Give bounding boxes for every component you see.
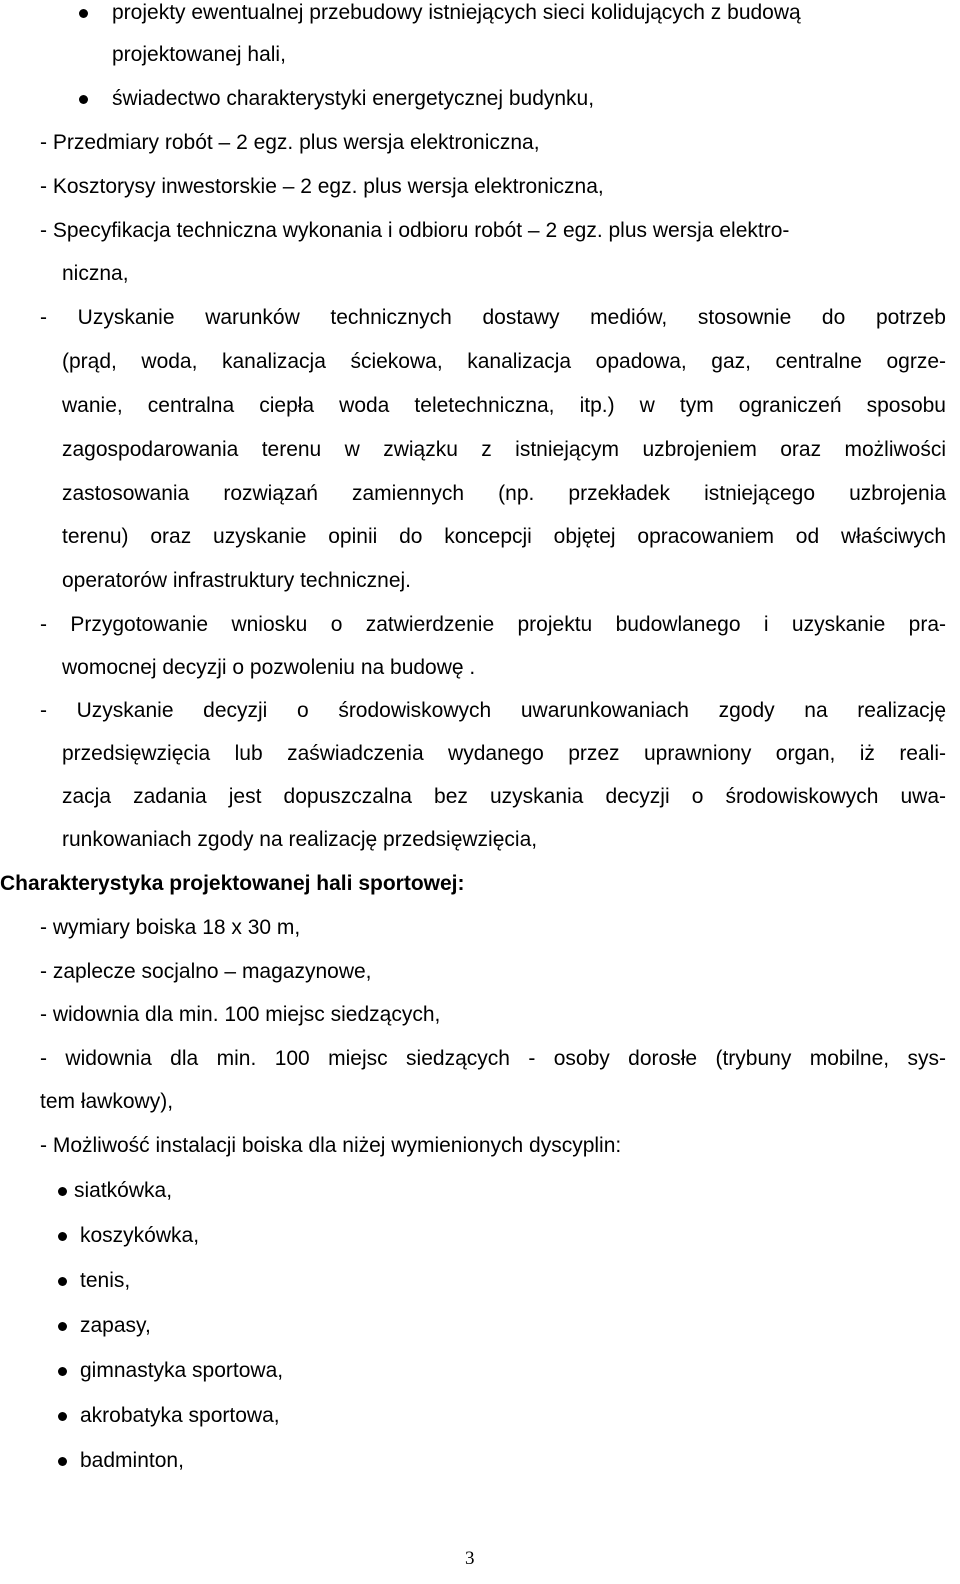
discipline-item: tenis, xyxy=(80,1269,131,1292)
discipline-item: gimnastyka sportowa, xyxy=(80,1359,284,1382)
text-line: - Uzyskanie decyzji o środowiskowych uwarunkowaniach zgody na realizację xyxy=(40,699,946,722)
text-line: zastosowania rozwiązań zamiennych (np. przekładek istniejącego uzbrojenia xyxy=(62,482,946,505)
text-line: - wymiary boiska 18 x 30 m, xyxy=(40,916,301,939)
text-line: świadectwo charakterystyki energetycznej budynku, xyxy=(112,87,595,110)
text-line: - zaplecze socjalno – magazynowe, xyxy=(40,960,372,983)
bullet-icon xyxy=(58,1187,67,1196)
text-line: projektowanej hali, xyxy=(112,43,286,66)
bullet-icon xyxy=(58,1232,67,1241)
discipline-item: akrobatyka sportowa, xyxy=(80,1404,280,1427)
discipline-item: badminton, xyxy=(80,1449,184,1472)
text-line: tem ławkowy), xyxy=(40,1090,174,1113)
text-line: - widownia dla min. 100 miejsc siedzących, xyxy=(40,1003,441,1026)
text-line: projekty ewentualnej przebudowy istniejących sieci kolidujących z budową xyxy=(112,1,801,24)
text-line: runkowaniach zgody na realizację przedsięwzięcia, xyxy=(62,828,538,851)
discipline-item: koszykówka, xyxy=(80,1224,200,1247)
text-line: przedsięwzięcia lub zaświadczenia wydanego przez uprawniony organ, iż reali- xyxy=(62,742,946,765)
text-line: - Specyfikacja techniczna wykonania i odbioru robót – 2 egz. plus wersja elektro- xyxy=(40,219,790,242)
discipline-item: zapasy, xyxy=(80,1314,151,1337)
bullet-icon xyxy=(58,1277,67,1286)
text-line: operatorów infrastruktury technicznej. xyxy=(62,569,411,592)
section-heading: Charakterystyka projektowanej hali sportowej: xyxy=(0,872,465,895)
text-line: niczna, xyxy=(62,262,129,285)
bullet-icon xyxy=(58,1412,67,1421)
text-line: zagospodarowania terenu w związku z istniejącym uzbrojeniem oraz możliwości xyxy=(62,438,946,461)
text-line: - Przygotowanie wniosku o zatwierdzenie projektu budowlanego i uzyskanie pra- xyxy=(40,613,946,636)
discipline-item: siatkówka, xyxy=(74,1179,173,1202)
text-line: - Kosztorysy inwestorskie – 2 egz. plus wersja elektroniczna, xyxy=(40,175,604,198)
bullet-icon xyxy=(79,95,88,104)
text-line: wanie, centralna ciepła woda teletechniczna, itp.) w tym ograniczeń sposobu xyxy=(62,394,946,417)
bullet-icon xyxy=(58,1322,67,1331)
text-line: zacja zadania jest dopuszczalna bez uzyskania decyzji o środowiskowych uwa- xyxy=(62,785,946,808)
text-line: terenu) oraz uzyskanie opinii do koncepcji objętej opracowaniem od właściwych xyxy=(62,525,946,548)
text-line: - widownia dla min. 100 miejsc siedzących - osoby dorosłe (trybuny mobilne, sys- xyxy=(40,1047,946,1070)
bullet-icon xyxy=(58,1367,67,1376)
text-line: womocnej decyzji o pozwoleniu na budowę . xyxy=(62,656,476,679)
text-line: - Uzyskanie warunków technicznych dostawy mediów, stosownie do potrzeb xyxy=(40,306,946,329)
bullet-icon xyxy=(79,9,88,18)
page-number: 3 xyxy=(465,1548,475,1569)
text-line: - Możliwość instalacji boiska dla niżej wymienionych dyscyplin: xyxy=(40,1134,622,1157)
bullet-icon xyxy=(58,1457,67,1466)
text-line: (prąd, woda, kanalizacja ściekowa, kanalizacja opadowa, gaz, centralne ogrze- xyxy=(62,350,946,373)
text-line: - Przedmiary robót – 2 egz. plus wersja elektroniczna, xyxy=(40,131,540,154)
